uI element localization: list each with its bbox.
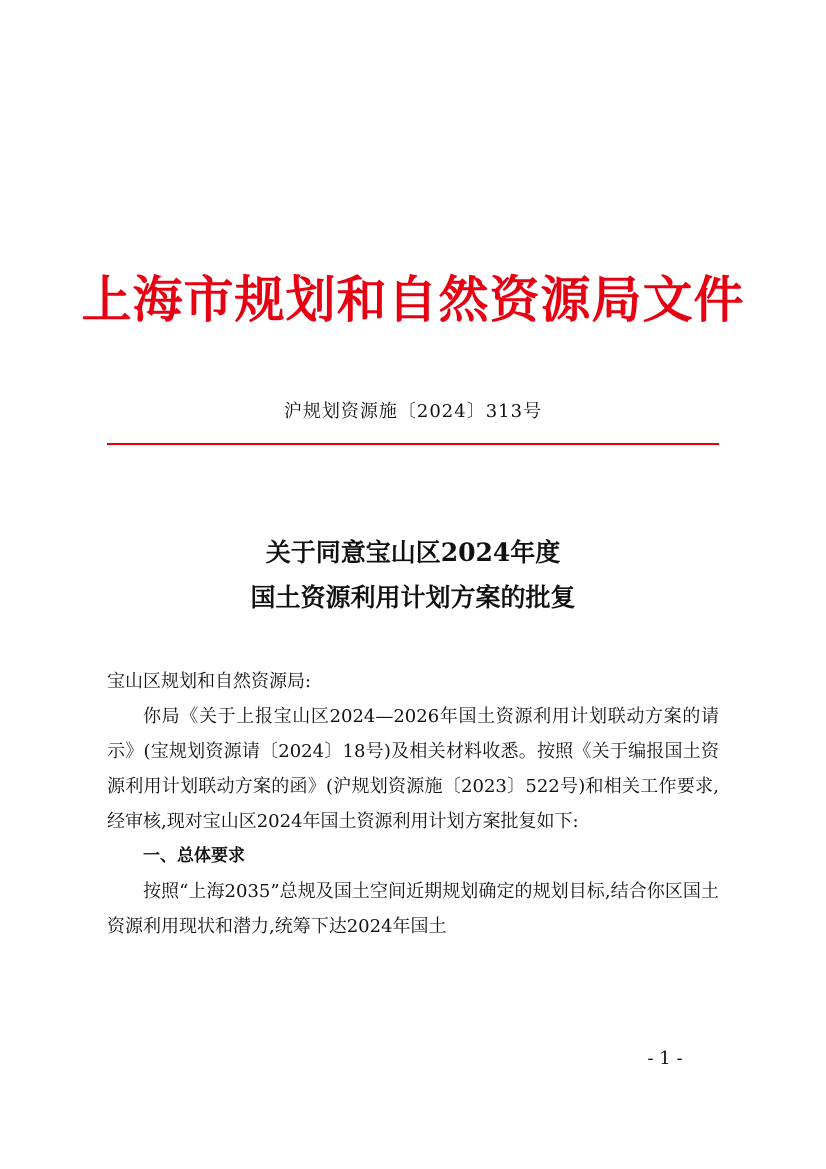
- title-line-2: 国土资源利用计划方案的批复: [250, 583, 576, 612]
- document-body: [107, 664, 719, 944]
- paragraph-1: 你局《关于上报宝山区2024—2026年国土资源利用计划联动方案的请示》(宝规划资源请〔2024〕18号)及相关材料收悉。按照《关于编报国土资源利用计划联动方案的函》(沪规划资源施〔2023〕522号)和相关工作要求,经审核,现对宝山区2024年国土资源利用计划方案批复如下:: [107, 706, 719, 832]
- page-number: - 1 -: [647, 1048, 683, 1069]
- section-1-heading: 一、总体要求: [143, 846, 245, 866]
- paragraph-2: 按照“上海2035”总规及国土空间近期规划确定的规划目标,结合你区国土资源利用现状和潜力,统筹下达2024年国土: [107, 881, 719, 937]
- document-title: [0, 530, 826, 620]
- title-line-1: 关于同意宝山区2024年度: [265, 538, 561, 567]
- document-number: 沪规划资源施〔2024〕313号: [283, 401, 543, 422]
- red-divider-line: [107, 443, 719, 445]
- issuer-masthead: 上海市规划和自然资源局文件: [81, 270, 745, 329]
- addressee: 宝山区规划和自然资源局:: [107, 671, 312, 692]
